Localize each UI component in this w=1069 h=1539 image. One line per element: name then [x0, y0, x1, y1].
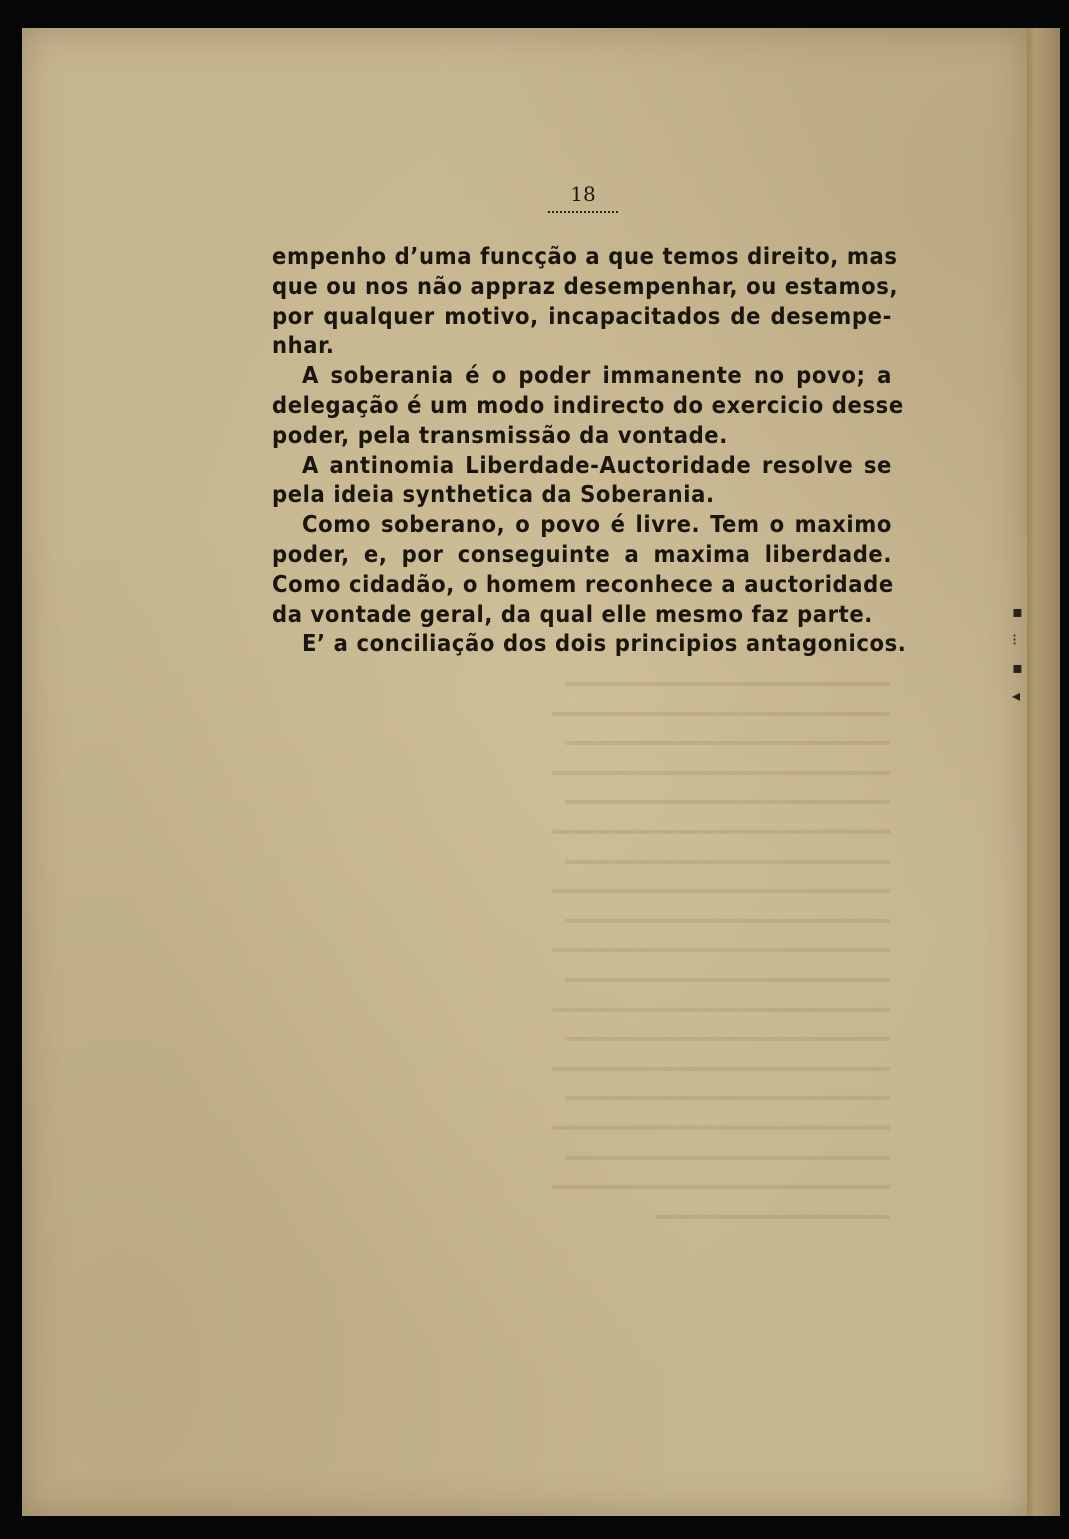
show-through-text: ━━━━━━━━━━━━━━━━━━━━━━━━━ ━━━━━━━━━━━━━━━━━━━━━━━━━━ ━━━━━━━━━━━━━━━━━━━━━━━━━ ━━━━━━━━━━━━━━━━━━━━━━━━━━ ━━━━━━━━━━━━━━━━━━━━━━━━━ ━━━━━━━━━━━━━━━━━━━━━━━━━━ ━━━━━━━━━━━━━━━━━━━━━━━━━ ━━━━━━━━━━━━━━━━━━━━━━━━━━ ━━━━━━━━━━━━━━━━━━━━━━━━━ ━━━━━━━━━━━━━━━━━━━━━━━━━━ ━━━━━━━━━━━━━━━━━━━━━━━━━ ━━━━━━━━━━━━━━━━━━━━━━━━━━ ━━━━━━━━━━━━━━━━━━━━━━━━━ ━━━━━━━━━━━━━━━━━━━━━━━━━━ ━━━━━━━━━━━━━━━━━━━━━━━━━ ━━━━━━━━━━━━━━━━━━━━━━━━━━ ━━━━━━━━━━━━━━━━━━━━━━━━━ ━━━━━━━━━━━━━━━━━━━━━━━━━━ ━━━━━━━━━━━━━━━━━━: [552, 670, 890, 1231]
text-line: da vontade geral, da qual elle mesmo faz parte.: [272, 599, 873, 628]
margin-stains: ▪ ⁝ ▪ ◂: [1012, 602, 1023, 705]
text-line: nhar.: [272, 331, 335, 360]
text-line: poder, e, por conseguinte a maxima liberdade.: [272, 539, 892, 568]
page-number: 18: [570, 182, 596, 206]
text-line: pela ideia synthetica da Soberania.: [272, 480, 715, 509]
adjacent-page-edge: [1022, 28, 1060, 1516]
text-line: A antinomia Liberdade-Auctoridade resolve se: [302, 450, 892, 479]
text-line: A soberania é o poder immanente no povo; a: [302, 361, 892, 390]
text-line: Como cidadão, o homem reconhece a auctoridade: [272, 569, 894, 598]
text-line: empenho d’uma funcção a que temos direito, mas: [272, 242, 898, 270]
text-line: Como soberano, o povo é livre. Tem o maximo: [302, 510, 892, 539]
text-line: E’ a conciliação dos dois principios antagonicos.: [302, 629, 907, 658]
text-line: que ou nos não appraz desempenhar, ou estamos,: [272, 271, 899, 300]
text-line: delegação é um modo indirecto do exercicio desse: [272, 390, 904, 419]
text-line: por qualquer motivo, incapacitados de desempe-: [272, 301, 892, 330]
body-text: [272, 242, 907, 659]
text-line: poder, pela transmissão da vontade.: [272, 420, 728, 449]
page-number-rule: [548, 211, 618, 213]
